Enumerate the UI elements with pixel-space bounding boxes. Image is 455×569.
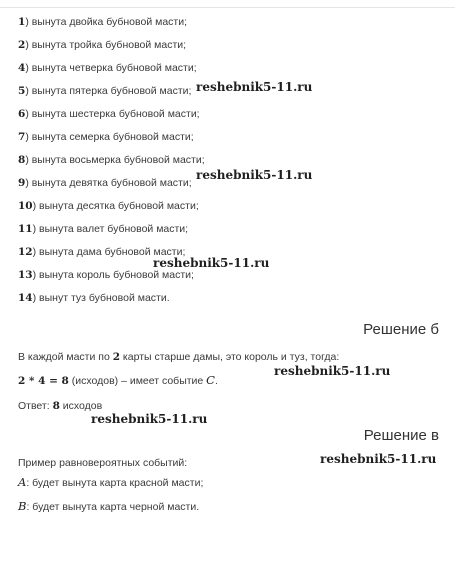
item-text: ) вынута дама бубновой масти;	[32, 246, 186, 258]
event-b-text: : будет вынута карта черной масти.	[26, 501, 200, 513]
item-number: 6	[18, 108, 26, 120]
item-number: 10	[18, 200, 33, 212]
item-text: ) вынута валет бубновой масти;	[32, 223, 189, 235]
event-a-text: : будет вынута карта красной масти;	[26, 477, 204, 489]
item-text: ) вынут туз бубновой масти.	[32, 292, 170, 304]
event-a	[18, 475, 203, 490]
watermark: reshebnik5-11.ru	[153, 256, 270, 270]
list-item	[18, 38, 186, 52]
formula-variable: C	[206, 373, 215, 387]
item-text: ) вынута король бубновой масти;	[32, 269, 194, 281]
solution-b-answer	[18, 399, 102, 413]
item-text: ) вынута семерка бубновой масти;	[25, 131, 194, 143]
list-item	[18, 84, 191, 98]
intro-number: 2	[112, 351, 121, 363]
answer-unit: исходов	[59, 400, 103, 412]
item-text: ) вынута девятка бубновой масти;	[25, 177, 192, 189]
solution-b-formula	[18, 373, 218, 388]
item-text: ) вынута восьмерка бубновой масти;	[25, 154, 205, 166]
list-item	[18, 199, 199, 213]
list-item	[18, 222, 188, 236]
watermark: reshebnik5-11.ru	[320, 452, 437, 466]
item-number: 4	[18, 62, 26, 74]
item-number: 8	[18, 154, 26, 166]
event-b	[18, 499, 199, 514]
item-number: 12	[18, 246, 33, 258]
item-number: 1	[18, 16, 26, 28]
intro-text-rest: карты старше дамы, это король и туз, тогда:	[120, 351, 340, 363]
formula-end: .	[214, 375, 218, 387]
item-text: ) вынута десятка бубновой масти;	[32, 200, 199, 212]
formula-text: (исходов) – имеет событие	[68, 375, 207, 387]
list-item	[18, 130, 194, 144]
item-text: ) вынута двойка бубновой масти;	[25, 16, 188, 28]
solution-v-intro: Пример равновероятных событий:	[18, 457, 188, 469]
item-text: ) вынута четверка бубновой масти;	[25, 62, 197, 74]
watermark: reshebnik5-11.ru	[91, 412, 208, 426]
item-text: ) вынута пятерка бубновой масти;	[25, 85, 192, 97]
watermark: reshebnik5-11.ru	[274, 364, 391, 378]
watermark: reshebnik5-11.ru	[196, 80, 313, 94]
item-text: ) вынута шестерка бубновой масти;	[25, 108, 200, 120]
section-heading-solution-b: Решение б	[363, 321, 439, 338]
item-number: 9	[18, 177, 26, 189]
item-number: 5	[18, 85, 26, 97]
event-b-variable: B	[18, 499, 27, 513]
item-number: 2	[18, 39, 26, 51]
list-item	[18, 107, 200, 121]
list-item	[18, 15, 187, 29]
item-text: ) вынута тройка бубновой масти;	[25, 39, 187, 51]
list-item	[18, 176, 192, 190]
item-number: 11	[18, 223, 33, 235]
item-number: 13	[18, 269, 33, 281]
item-number: 14	[18, 292, 33, 304]
solution-b-intro	[18, 350, 339, 364]
intro-text: В каждой масти по	[18, 351, 113, 363]
list-item	[18, 61, 197, 75]
item-number: 7	[18, 131, 26, 143]
answer-label: Ответ:	[18, 400, 53, 412]
list-item	[18, 153, 205, 167]
section-heading-solution-v: Решение в	[363, 427, 439, 444]
watermark: reshebnik5-11.ru	[196, 168, 313, 182]
list-item	[18, 291, 170, 305]
formula-math: 2 * 4 = 8	[18, 375, 69, 387]
event-a-variable: A	[18, 475, 27, 489]
list-item	[18, 268, 194, 282]
answer-number: 8	[52, 400, 60, 412]
top-divider	[0, 7, 455, 8]
